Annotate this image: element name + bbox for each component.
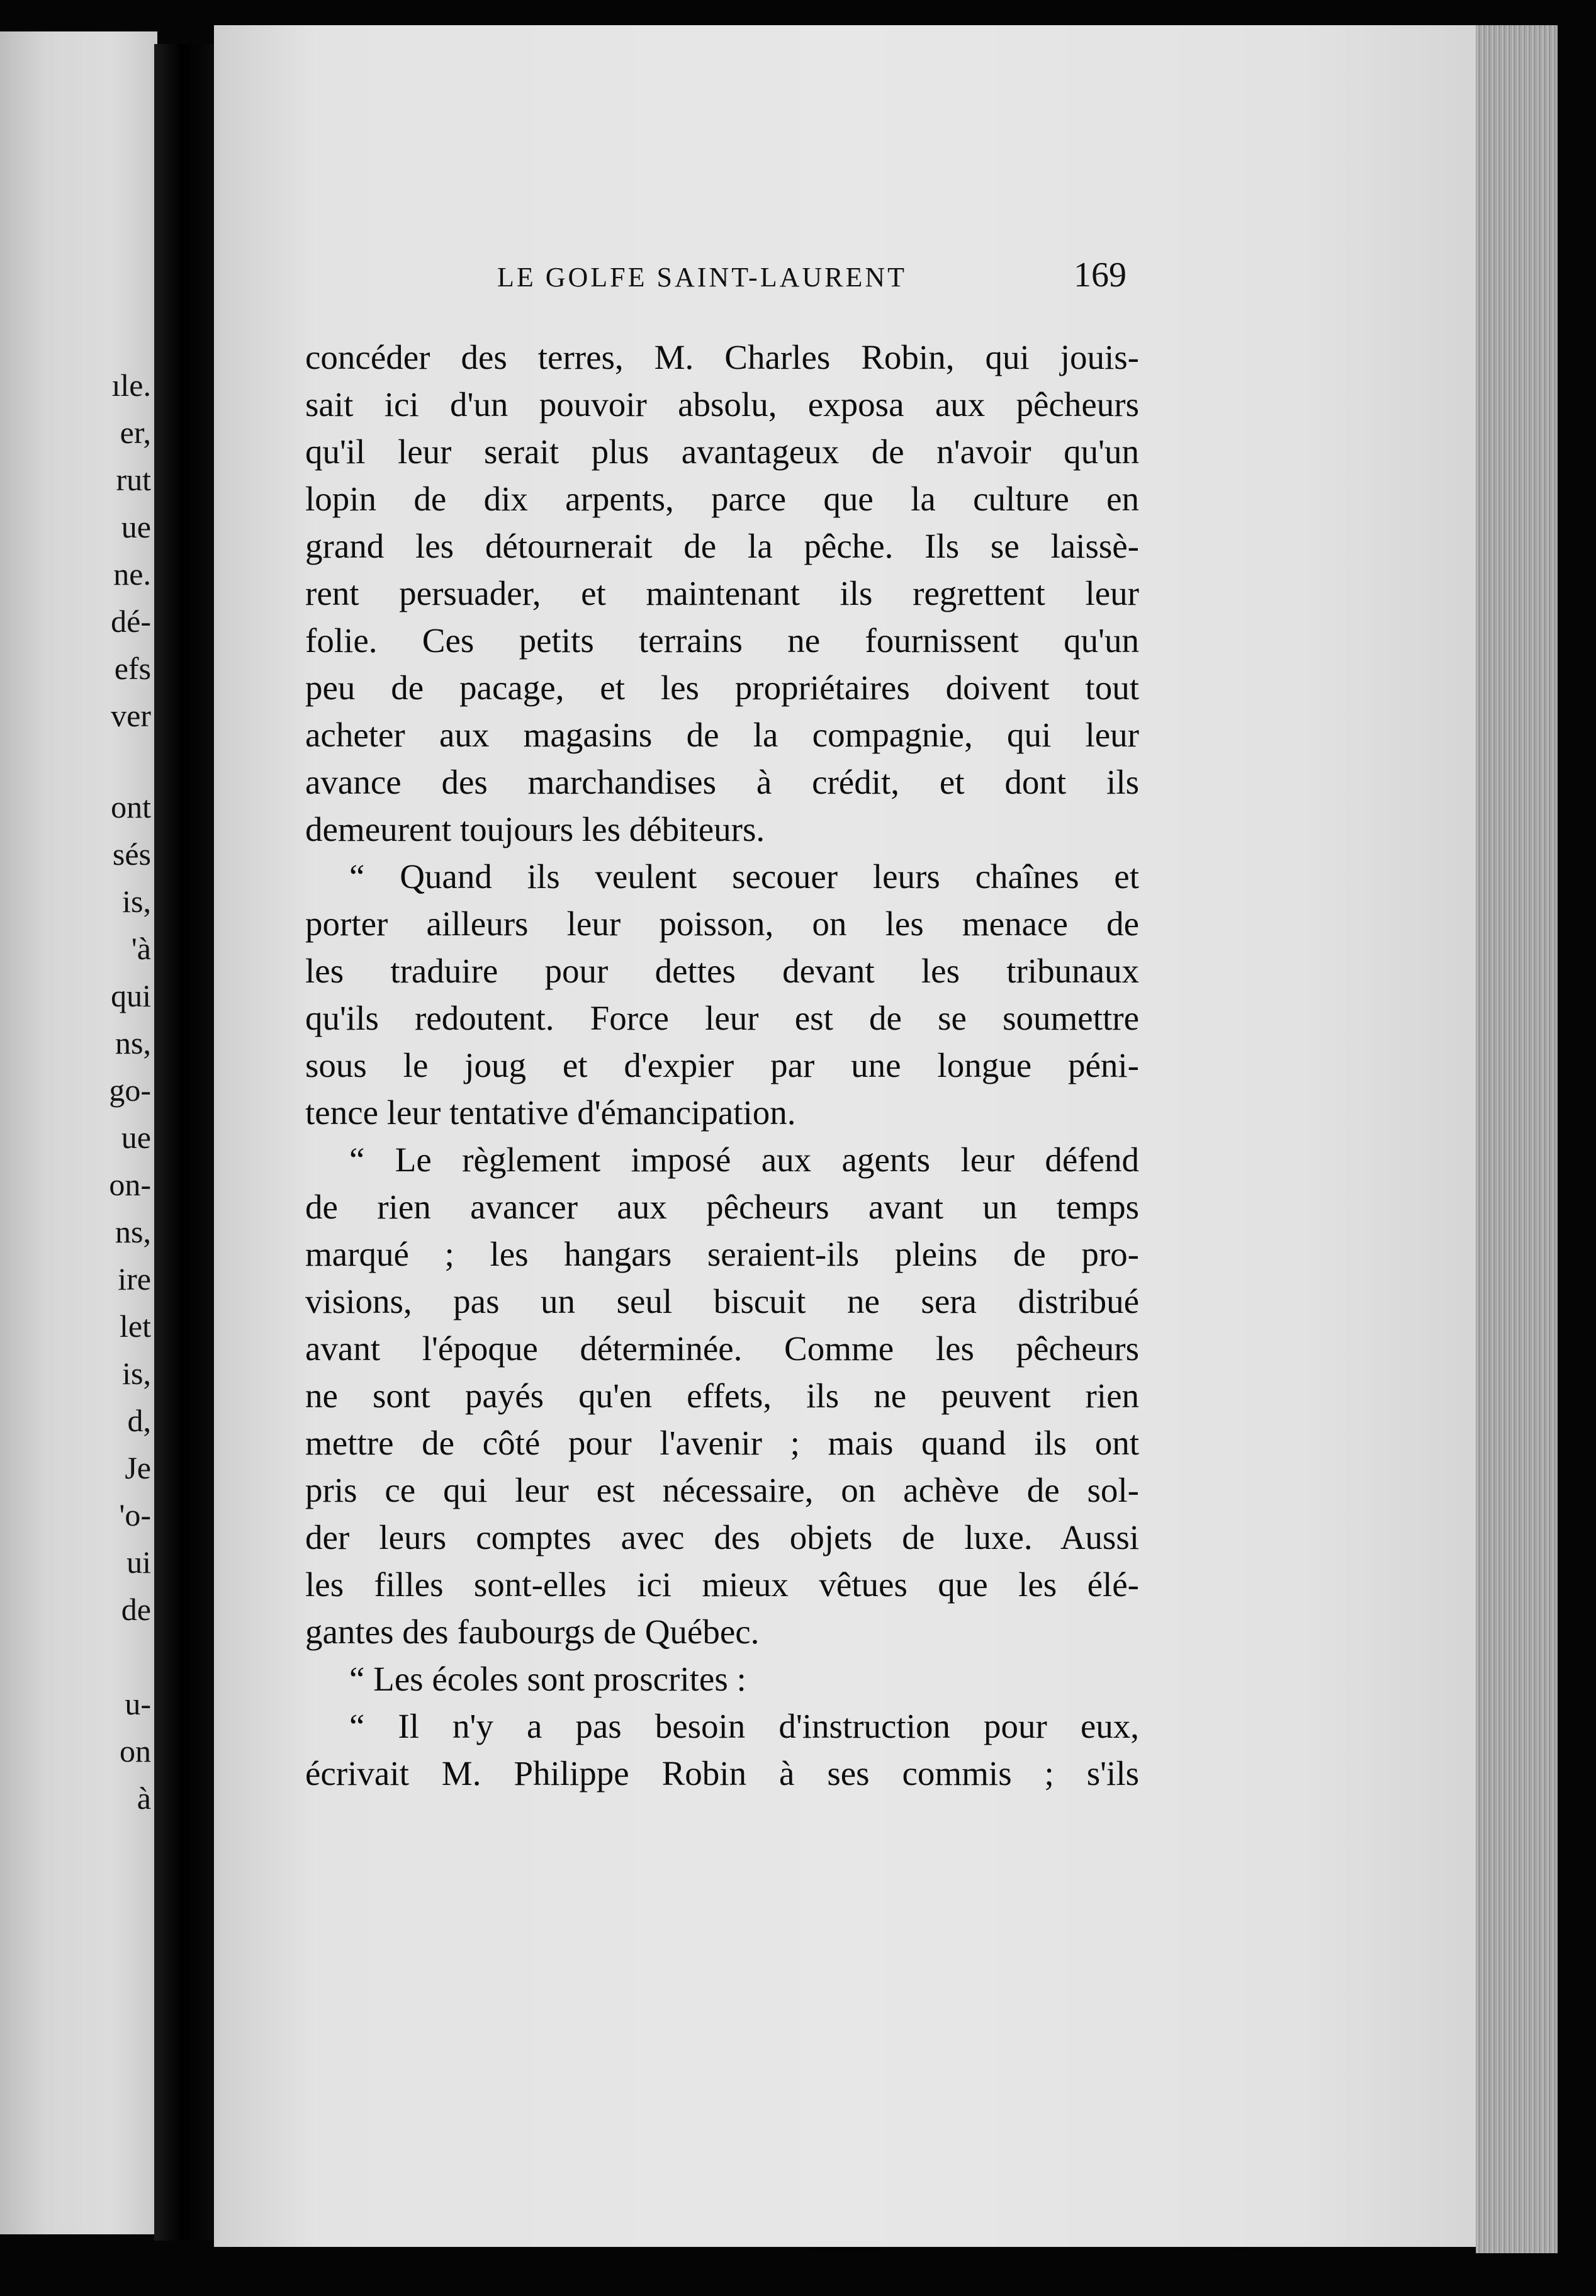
left-fragment: go- <box>109 1072 151 1108</box>
text-line: tence leur tentative d'émancipation. <box>305 1093 796 1132</box>
body-text <box>305 334 1139 1797</box>
left-fragment: on- <box>109 1167 151 1202</box>
book-gutter <box>154 44 223 2241</box>
left-fragment: u- <box>125 1686 151 1721</box>
text-line: de rien avancer aux pêcheurs avant un temps <box>305 1188 1139 1226</box>
left-fragment: ont <box>111 789 151 824</box>
left-fragment: d, <box>127 1403 151 1438</box>
text-line: avant l'époque déterminée. Comme les pêcheurs <box>305 1329 1139 1368</box>
left-fragment: let <box>120 1308 151 1344</box>
left-fragment: Je <box>125 1450 151 1485</box>
running-head: LE GOLFE SAINT-LAURENT <box>497 262 907 293</box>
left-fragment: on <box>120 1733 151 1769</box>
text-line: “ Le règlement imposé aux agents leur défend <box>349 1140 1139 1179</box>
text-line: qu'ils redoutent. Force leur est de se soumettre <box>305 999 1139 1037</box>
left-fragment: sés <box>112 836 151 872</box>
left-fragment: is, <box>122 1356 151 1391</box>
left-fragment: ns, <box>115 1214 151 1249</box>
text-line: porter ailleurs leur poisson, on les menace de <box>305 904 1139 943</box>
text-line: les traduire pour dettes devant les tribunaux <box>305 952 1139 990</box>
left-fragment: de <box>121 1592 151 1627</box>
text-line: “ Quand ils veulent secouer leurs chaînes et <box>349 857 1139 896</box>
text-line: qu'il leur serait plus avantageux de n'avoir qu'un <box>305 432 1139 471</box>
left-fragment: ver <box>111 698 151 733</box>
text-line: der leurs comptes avec des objets de luxe. Aussi <box>305 1518 1139 1556</box>
text-line: ne sont payés qu'en effets, ils ne peuvent rien <box>305 1376 1139 1415</box>
previous-page-edge <box>0 31 157 2234</box>
left-fragment: ne. <box>113 556 151 592</box>
text-line: pris ce qui leur est nécessaire, on achève de sol- <box>305 1471 1139 1509</box>
text-line: “ Il n'y a pas besoin d'instruction pour eux, <box>349 1707 1139 1745</box>
page-edges <box>1476 25 1558 2253</box>
text-line: lopin de dix arpents, parce que la culture en <box>305 480 1139 518</box>
text-line: mettre de côté pour l'avenir ; mais quand ils ont <box>305 1424 1139 1462</box>
left-fragment: ue <box>121 509 151 544</box>
text-line: “ Les écoles sont proscrites : <box>349 1660 746 1698</box>
left-fragment: ire <box>118 1261 151 1297</box>
text-line: gantes des faubourgs de Québec. <box>305 1612 760 1651</box>
left-fragment: dé- <box>111 604 151 639</box>
left-fragment: ns, <box>115 1025 151 1061</box>
text-line: avance des marchandises à crédit, et dont ils <box>305 763 1139 801</box>
text-line: écrivait M. Philippe Robin à ses commis ; s'ils <box>305 1754 1139 1792</box>
page-number: 169 <box>1074 256 1127 295</box>
text-line: concéder des terres, M. Charles Robin, qui jouis- <box>305 338 1139 376</box>
text-line: visions, pas un seul biscuit ne sera distribué <box>305 1282 1139 1320</box>
text-line: sous le joug et d'expier par une longue péni- <box>305 1046 1139 1084</box>
text-line: demeurent toujours les débiteurs. <box>305 810 765 848</box>
left-fragment: 'à <box>131 931 151 966</box>
left-fragment: ıle. <box>111 368 151 403</box>
text-line: les filles sont-elles ici mieux vêtues que les élé- <box>305 1565 1139 1604</box>
left-fragment: er, <box>120 415 151 450</box>
left-fragment: rut <box>116 462 151 497</box>
text-line: marqué ; les hangars seraient-ils pleins de pro- <box>305 1235 1139 1273</box>
text-line: grand les détournerait de la pêche. Ils se laissè- <box>305 527 1139 565</box>
left-fragment: à <box>137 1781 151 1816</box>
text-line: folie. Ces petits terrains ne fournissent qu'un <box>305 621 1139 660</box>
text-line: sait ici d'un pouvoir absolu, exposa aux pêcheurs <box>305 385 1139 424</box>
left-fragment: 'o- <box>119 1497 151 1533</box>
left-fragment: ui <box>126 1545 151 1580</box>
left-fragment: qui <box>111 978 151 1013</box>
text-line: rent persuader, et maintenant ils regrettent leur <box>305 574 1139 612</box>
text-line: acheter aux magasins de la compagnie, qui leur <box>305 716 1139 754</box>
left-fragment: is, <box>122 884 151 919</box>
left-fragment: efs <box>114 651 151 686</box>
text-line: peu de pacage, et les propriétaires doivent tout <box>305 668 1139 707</box>
left-fragment: ue <box>121 1120 151 1155</box>
